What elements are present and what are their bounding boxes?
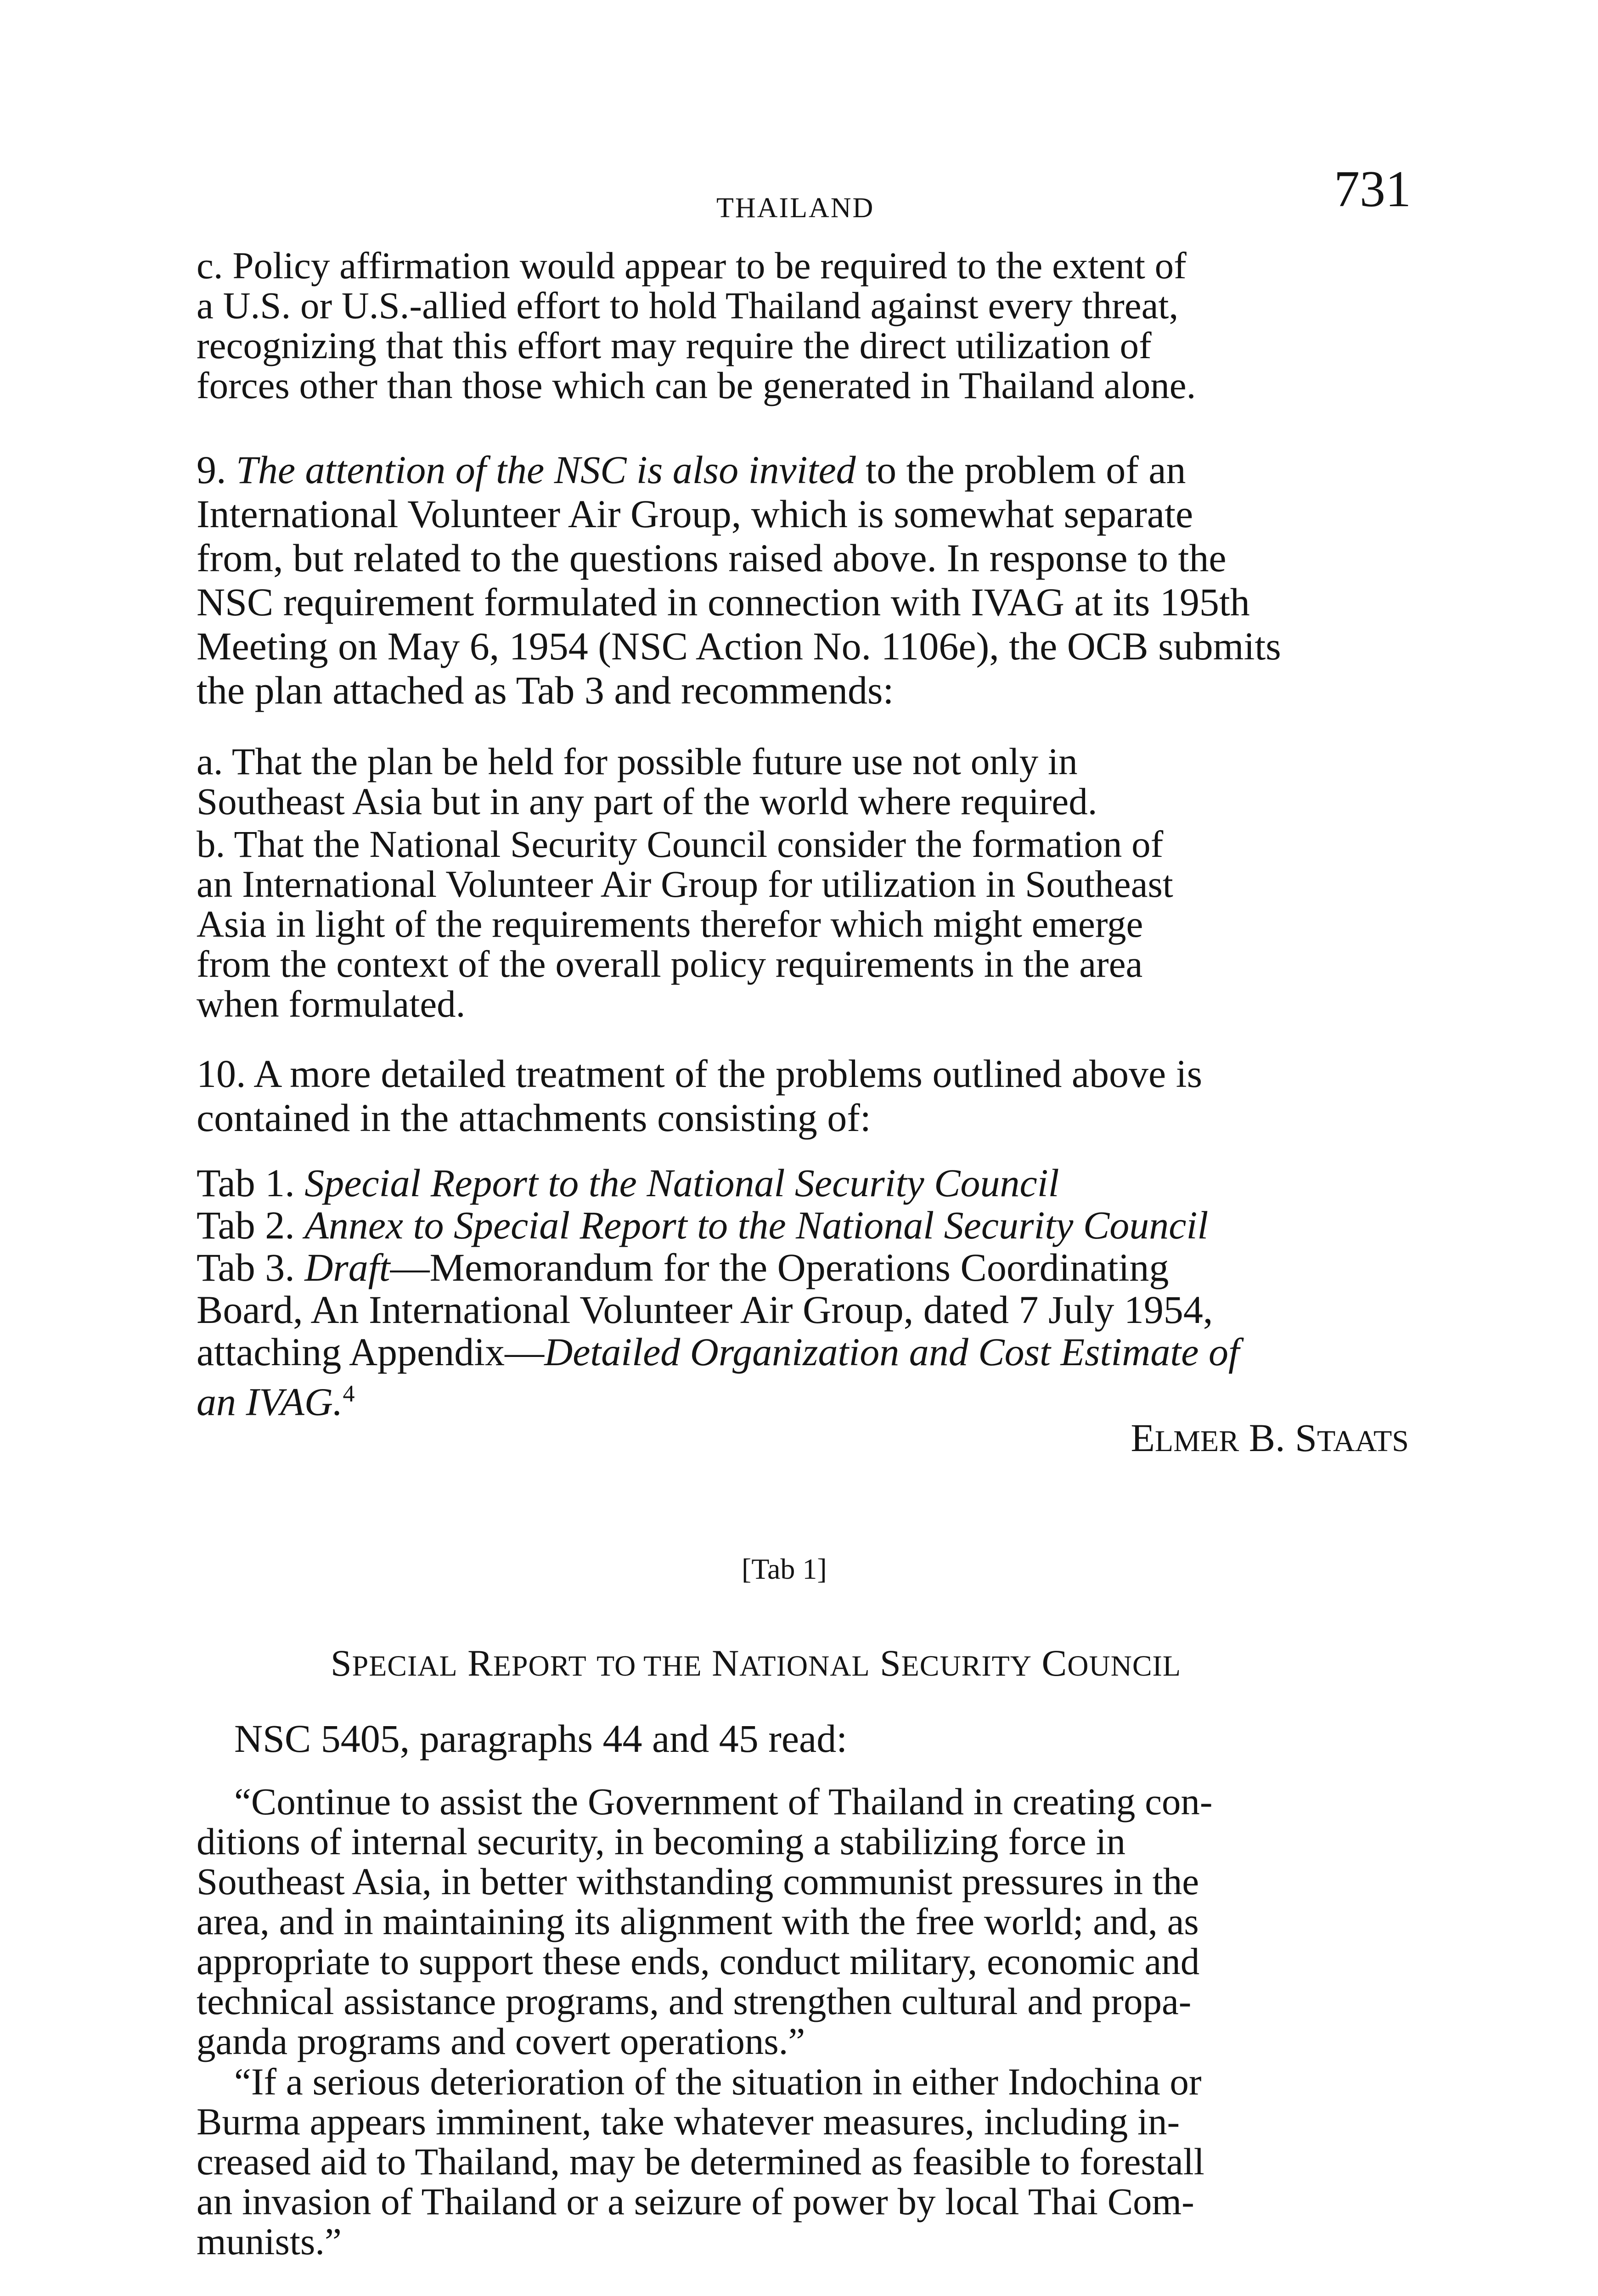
text-line: from the context of the overall policy requirements in the area [197, 943, 1143, 985]
text-line: Southeast Asia but in any part of the world where required. [197, 780, 1097, 822]
tab-marker: [Tab 1] [742, 1553, 827, 1585]
tab-2-entry [197, 1204, 1409, 1246]
text-line [197, 1373, 1409, 1423]
paragraph-9 [197, 448, 1409, 712]
text-line: an International Volunteer Air Group for utilization in Southeast [197, 863, 1173, 905]
heading-smallcaps: TO THE [596, 1649, 702, 1682]
text-line: b. That the National Security Council consider the formation of [197, 823, 1164, 865]
text-line: technical assistance programs, and strengthen cultural and propa- [197, 1980, 1192, 2022]
text-line: c. Policy affirmation would appear to be required to the extent of [197, 244, 1187, 287]
signature-initial: E [1131, 1416, 1155, 1460]
heading-cap: R [467, 1642, 493, 1684]
quote-paragraph-45 [197, 2060, 1410, 2262]
paragraph-10 [197, 1052, 1409, 1140]
text-line: Board, An International Volunteer Air Group, dated 7 July 1954, [197, 1288, 1213, 1332]
text-line: NSC requirement formulated in connection with IVAG at its 195th [197, 580, 1250, 624]
text-line [197, 448, 1409, 492]
text-run: attaching Appendix— [197, 1330, 545, 1374]
signature [1131, 1417, 1409, 1463]
heading-cap: S [331, 1642, 352, 1684]
paragraph-9a [197, 742, 1409, 822]
heading-smallcaps: EPORT [493, 1649, 587, 1682]
text-line: a U.S. or U.S.-allied effort to hold Thailand against every threat, [197, 284, 1179, 326]
footnote-ref: 4 [343, 1381, 355, 1407]
signature-smallcaps: LMER [1154, 1424, 1239, 1458]
heading-smallcaps: ATIONAL [739, 1649, 870, 1682]
text-line: ditions of internal security, in becoming a stabilizing force in [197, 1820, 1125, 1863]
text-line: a. That the plan be held for possible future use not only in [197, 740, 1078, 782]
page-number: 731 [1334, 161, 1411, 218]
tab-label: Tab 3. [197, 1245, 305, 1289]
paragraph-c [197, 246, 1409, 405]
tab-3-entry [197, 1246, 1409, 1289]
text-line [197, 1331, 1409, 1373]
text-line: contained in the attachments consisting of: [197, 1096, 871, 1140]
tab-label: Tab 1. [197, 1161, 305, 1205]
text-line: the plan attached as Tab 3 and recommends: [197, 668, 894, 712]
signature-middle: B. [1239, 1416, 1295, 1460]
text-line: creased aid to Thailand, may be determined as feasible to forestall [197, 2140, 1204, 2183]
text-line: recognizing that this effort may require the direct utilization of [197, 324, 1152, 366]
italic-lead: The attention of the NSC is also invited [236, 448, 856, 492]
heading-cap: N [712, 1642, 740, 1684]
text-line: “If a serious deterioration of the situation in either Indochina or [234, 2060, 1202, 2103]
report-heading [331, 1642, 1181, 1685]
text-line: Asia in light of the requirements therefor which might emerge [197, 903, 1143, 945]
text-run: —Memorandum for the Operations Coordinating [390, 1245, 1169, 1289]
text-line: “Continue to assist the Government of Thailand in creating con- [234, 1780, 1213, 1823]
paragraph-number: 9. [197, 448, 226, 492]
heading-cap: S [880, 1642, 901, 1684]
text-line: 10. A more detailed treatment of the problems outlined above is [197, 1052, 1203, 1096]
signature-initial: S [1295, 1416, 1317, 1460]
text-line: when formulated. [197, 983, 466, 1025]
draft-label: Draft [304, 1245, 390, 1289]
text-line: Meeting on May 6, 1954 (NSC Action No. 1106e), the OCB submits [197, 624, 1281, 668]
text-run: to the problem of an [855, 448, 1186, 492]
appendix-title-end: an IVAG. [197, 1379, 343, 1424]
text-line: Burma appears imminent, take whatever measures, including in- [197, 2100, 1180, 2143]
text-line: International Volunteer Air Group, which is somewhat separate [197, 492, 1193, 536]
tab-title: Special Report to the National Security Council [304, 1161, 1059, 1205]
appendix-title: Detailed Organization and Cost Estimate of [544, 1330, 1239, 1374]
text-line: Southeast Asia, in better withstanding communist pressures in the [197, 1860, 1199, 1902]
text-line: from, but related to the questions raised above. In response to the [197, 536, 1227, 580]
heading-smallcaps: PECIAL [352, 1649, 458, 1682]
nsc-intro: NSC 5405, paragraphs 44 and 45 read: [234, 1716, 848, 1761]
text-line: munists.” [197, 2220, 342, 2262]
text-line: an invasion of Thailand or a seizure of power by local Thai Com- [197, 2180, 1194, 2223]
text-line: appropriate to support these ends, conduct military, economic and [197, 1940, 1200, 1982]
heading-smallcaps: OUNCIL [1067, 1649, 1181, 1682]
signature-smallcaps: TAATS [1317, 1424, 1409, 1458]
paragraph-9b [197, 824, 1409, 1024]
tab-1-entry [197, 1162, 1409, 1204]
heading-smallcaps: ECURITY [901, 1649, 1032, 1682]
quote-paragraph-44 [197, 1780, 1410, 2062]
text-line: forces other than those which can be generated in Thailand alone. [197, 364, 1196, 406]
text-line: area, and in maintaining its alignment with the free world; and, as [197, 1900, 1199, 1942]
attachments-list [197, 1162, 1409, 1423]
running-title: THAILAND [716, 192, 875, 224]
tab-label: Tab 2. [197, 1203, 305, 1247]
heading-cap: C [1041, 1642, 1068, 1684]
tab-title: Annex to Special Report to the National Security Council [304, 1203, 1209, 1247]
text-line: ganda programs and covert operations.” [197, 2020, 805, 2062]
